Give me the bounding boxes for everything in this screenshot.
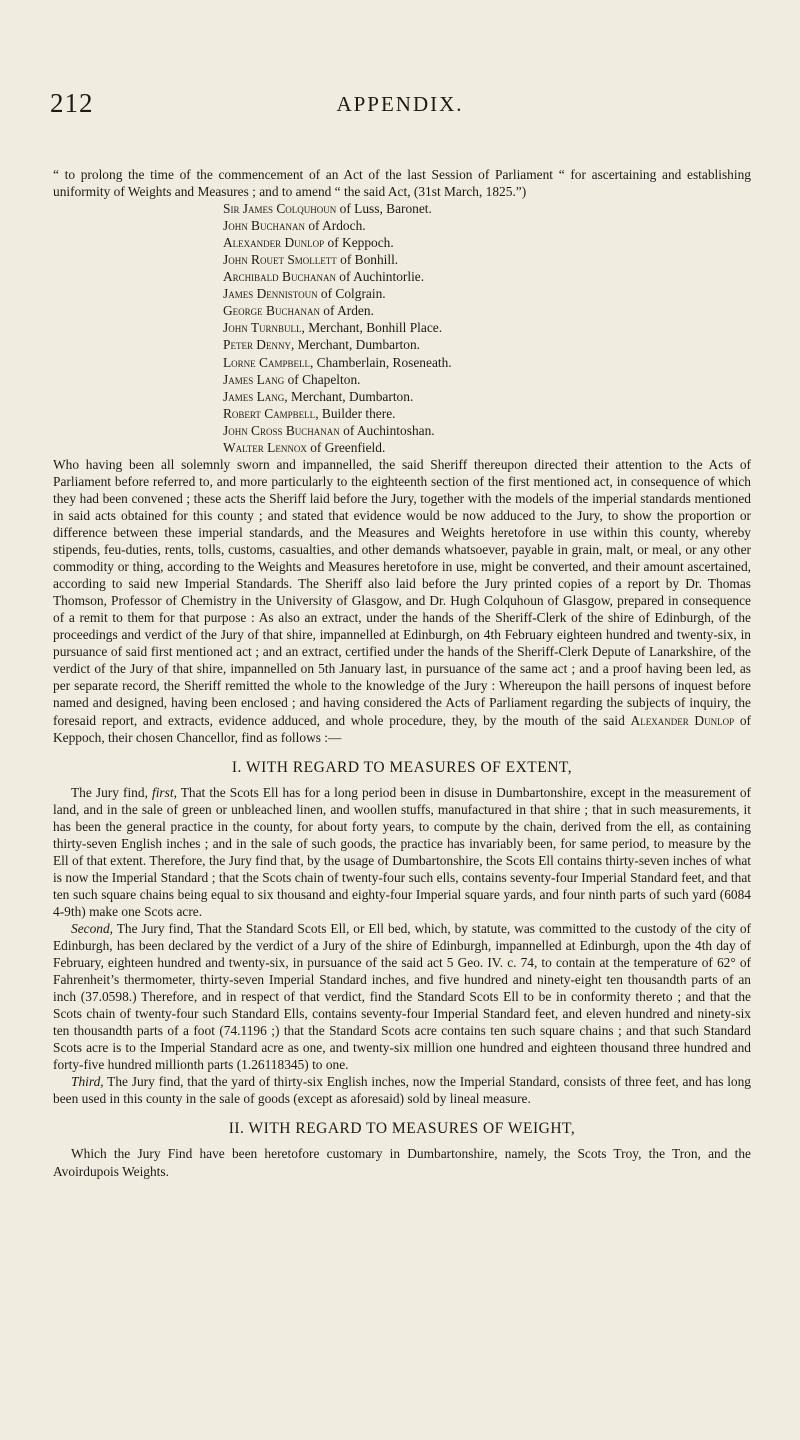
finding-first bbox=[53, 784, 751, 920]
juror-name: Robert Campbell bbox=[223, 405, 316, 421]
page-number: 212 bbox=[50, 88, 94, 118]
juror-entry bbox=[223, 371, 751, 388]
juror-name: George Buchanan bbox=[223, 303, 320, 319]
finding-ordinal: Third, bbox=[71, 1074, 104, 1090]
juror-name: James Lang bbox=[223, 388, 285, 404]
chancellor-name: Alexander Dunlop bbox=[630, 712, 735, 728]
juror-entry bbox=[223, 388, 751, 405]
juror-desc: of Auchintoshan. bbox=[339, 422, 435, 438]
juror-desc: of Auchintorlie. bbox=[335, 269, 425, 285]
opening-quote: “ to prolong the time of the commencement of an Act of the last Session of Parliament “ for ascertaining and establishing uniformity of Weights and Measures ; and to amend “ the said Act, (31st March, 1825.”) bbox=[53, 167, 751, 200]
juror-entry bbox=[223, 285, 751, 302]
juror-desc: of Bonhill. bbox=[336, 252, 399, 268]
juror-desc: , Merchant, Dumbarton. bbox=[284, 388, 414, 404]
juror-desc: , Builder there. bbox=[315, 405, 396, 421]
preamble-text: Who having been all solemnly sworn and impannelled, the said Sheriff thereupon directed their attention to the Acts of Parliament before referred to, and more particularly to the eighteenth section of the first mentioned act, in consequence of which they had been convened ; these acts the Sheriff laid before the Jury, together with the models of the imperial standards mentioned in said acts obtained for this county ; and stated that evidence would be now adduced to the Jury, to show the proportion or difference between these imperial standards, and the Measures and Weights heretofore in use within this county, whereby stipends, feu-duties, rents, tolls, customs, casualties, and other demands whatsoever, payable in grain, malt, or meal, or any other commodity or thing, according to the Weights and Measures heretofore in use, might be converted, and their amount ascertained, according to said new Imperial Standards. The Sheriff also laid before the Jury printed copies of a report by Dr. Thomas Thomson, Professor of Chemistry in the University of Glasgow, and Dr. Hugh Colquhoun of Glasgow, prepared in consequence of a remit to them for that purpose : As also an extract, under the hands of the Sheriff-Clerk of the shire of Edinburgh, of the proceedings and verdict of the Jury of that shire, impannelled at Edinburgh, on 4th February eighteen hundred and twenty-six, in pursuance of said first mentioned act ; and an extract, certified under the hands of the Sheriff-Clerk Depute of Lanarkshire, of the verdict of the Jury of that shire, impannelled on 5th January last, in pursuance of the same act ; and a proof having been led, as per separate record, the Sheriff remitted the whole to the knowledge of the Jury : Whereupon the haill persons of inquest before named and designed, having been enclosed ; and having considered the Acts of Parliament regarding the subjects of inquiry, the foresaid report, and extracts, evidence adduced, and whole procedure, they, by the mouth of the said bbox=[53, 456, 751, 728]
juror-name: James Lang bbox=[223, 371, 285, 387]
juror-desc: of Keppoch. bbox=[324, 235, 394, 251]
juror-desc: of Colgrain. bbox=[317, 286, 386, 302]
juror-entry bbox=[223, 200, 751, 217]
finding-text: The Jury find, that the yard of thirty-six English inches, now the Imperial Standard, consists of three feet, and has long been used in this county in the sale of goods (except as aforesaid) sold by lineal measure. bbox=[53, 1074, 751, 1107]
juror-entry bbox=[223, 251, 751, 268]
juror-desc: of Arden. bbox=[319, 303, 374, 319]
juror-desc: of Chapelton. bbox=[284, 371, 361, 387]
juror-entry bbox=[223, 439, 751, 456]
juror-name: John Buchanan bbox=[223, 218, 305, 234]
juror-desc: , Merchant, Bonhill Place. bbox=[301, 320, 443, 336]
juror-name: Archibald Buchanan bbox=[223, 269, 336, 285]
juror-name: John Cross Buchanan bbox=[223, 422, 340, 438]
juror-desc: , Chamberlain, Roseneath. bbox=[309, 354, 452, 370]
juror-entry bbox=[223, 354, 751, 371]
juror-name: Alexander Dunlop bbox=[223, 235, 325, 251]
juror-name: Peter Denny bbox=[223, 337, 291, 353]
weight-intro: Which the Jury Find have been heretofore customary in Dumbartonshire, namely, the Scots Troy, the Tron, and the Avoirdupois Weights. bbox=[53, 1146, 751, 1179]
finding-second bbox=[53, 920, 751, 1073]
juror-entry bbox=[223, 234, 751, 251]
finding-text: That the Scots Ell has for a long period been in disuse in Dumbartonshire, except in the measurement of land, and in the sale of green or unbleached linen, and woollen stuffs, manufactured in that shire ; that in such measurements, it has been the general practice in the county, for about forty years, to compute by the chain, derived from the ell, as containing thirty-seven English inches ; and in the sale of such goods, the practice has invariably been, for same period, to measure by the Ell of that extent. Therefore, the Jury find that, by the usage of Dumbartonshire, the Scots Ell contains thirty-seven inches of what is now the Imperial Standard ; that the Scots chain of twenty-four such ells, contains seventy-four Imperial Standard feet, and that ten such square chains being equal to six thousand and eighty-four Imperial square yards, and four ninth parts of such yard (6084 4-9th) make one Scots acre. bbox=[53, 784, 752, 919]
juror-desc: of Luss, Baronet. bbox=[336, 201, 432, 217]
juror-entry bbox=[223, 336, 751, 353]
page-body bbox=[53, 166, 751, 1180]
juror-name: Walter Lennox bbox=[223, 439, 307, 455]
finding-third bbox=[53, 1073, 751, 1107]
juror-name: James Dennistoun bbox=[223, 286, 318, 302]
juror-entry bbox=[223, 319, 751, 336]
juror-desc: of Ardoch. bbox=[305, 218, 366, 234]
running-head: APPENDIX. bbox=[336, 92, 464, 116]
juror-entry bbox=[223, 268, 751, 285]
preamble-close: of Keppoch, their chosen Chancellor, find as follows :— bbox=[53, 712, 751, 745]
juror-name: Sir James Colquhoun bbox=[223, 201, 337, 217]
finding-ordinal: first, bbox=[151, 784, 177, 800]
verdict-preamble bbox=[53, 456, 751, 746]
section-measures-of-weight-title: II. WITH REGARD TO MEASURES OF WEIGHT, bbox=[228, 1120, 576, 1138]
juror-entry bbox=[223, 405, 751, 422]
juror-name: John Rouet Smollett bbox=[223, 252, 337, 268]
juror-name: John Turnbull bbox=[223, 320, 302, 336]
section-measures-of-extent-title: I. WITH REGARD TO MEASURES OF EXTENT, bbox=[231, 758, 573, 776]
jurors-list bbox=[223, 200, 751, 456]
juror-name: Lorne Campbell bbox=[223, 354, 310, 370]
juror-entry bbox=[223, 302, 751, 319]
juror-entry bbox=[223, 422, 751, 439]
finding-ordinal: Second, bbox=[71, 920, 114, 936]
juror-desc: of Greenfield. bbox=[306, 439, 386, 455]
page-header bbox=[50, 88, 750, 128]
juror-entry bbox=[223, 217, 751, 234]
finding-text: The Jury find, That the Standard Scots Ell, or Ell bed, which, by statute, was committed to the custody of the city of Edinburgh, has been declared by the verdict of a Jury of the shire of Edinburgh, impannelled at Edinburgh, upon the 4th day of February, eighteen hundred and twenty-six, in pursuance of the said act 5 Geo. IV. c. 74, to contain at the temperature of 62° of Fahrenheit’s thermometer, thirty-seven Imperial Standard inches, and five hundred and ninety-eight ten thousandth parts of an inch (37.0598.) Therefore, and in respect of that verdict, find the Standard Scots Ell to be in conformity thereto ; and that the Scots chain of twenty-four such Standard Ells, contains seventy-four Imperial Standard feet, and eleven hundred and ninety-six ten thousandth parts of a foot (74.1196 ;) that the Standard Scots acre contains ten such square chains ; and that such Standard Scots acre is to the Imperial Standard acre as one, and twenty-six million one hundred and eighteen thousand three hundred and forty-five hundred millionth parts (1.26118345) to one. bbox=[53, 920, 751, 1073]
finding-lead: The Jury find, bbox=[71, 784, 152, 800]
juror-desc: , Merchant, Dumbarton. bbox=[290, 337, 421, 353]
